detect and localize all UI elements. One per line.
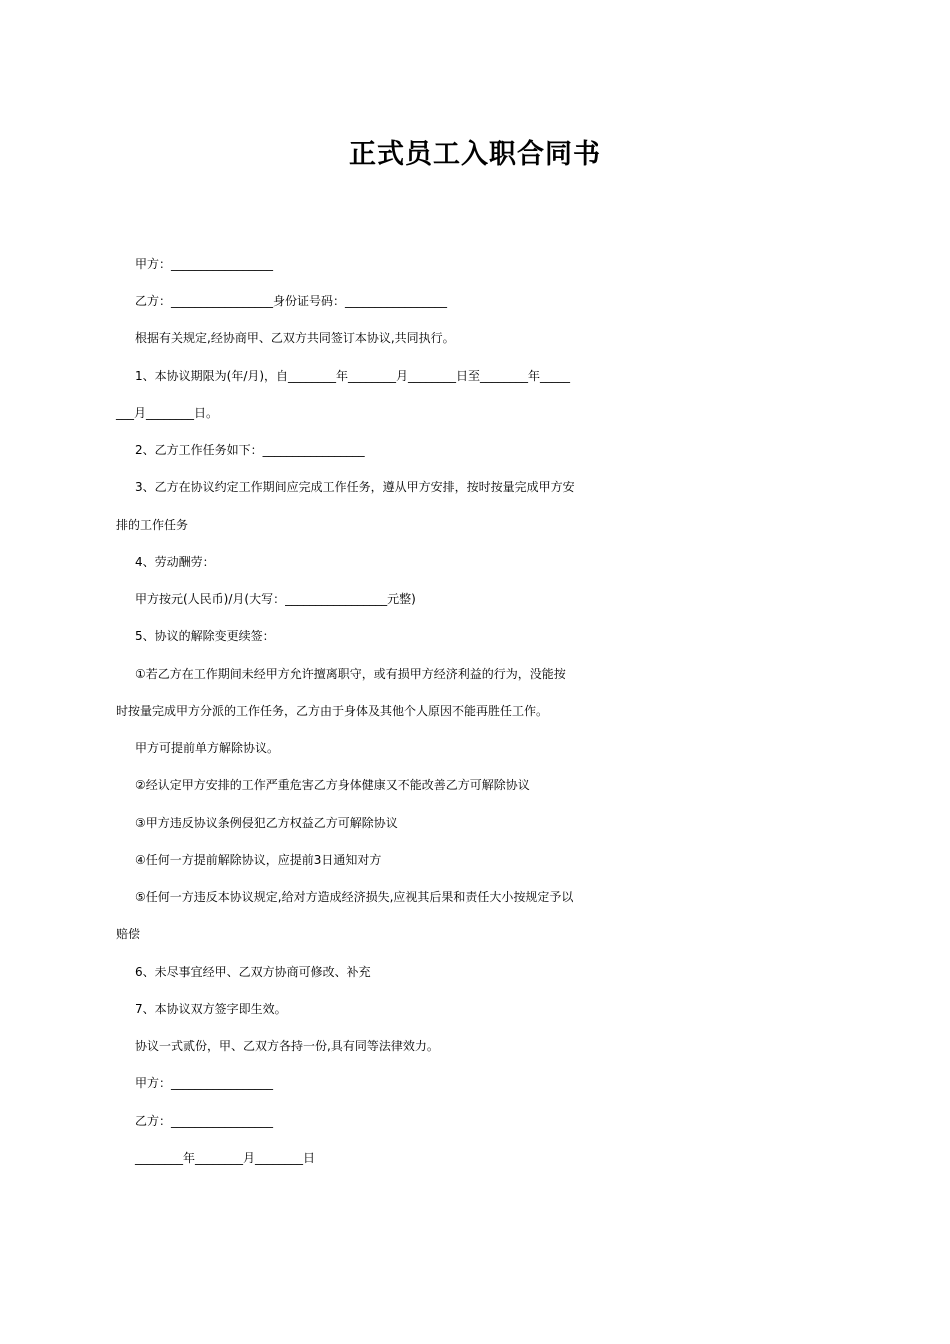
- clause-3-line: 3、乙方在协议约定工作期间应完成工作任务，遵从甲方安排，按时按量完成甲方安: [135, 480, 575, 494]
- clause-6-line: 6、未尽事宜经甲、乙双方协商可修改、补充: [135, 965, 371, 979]
- document-title: 正式员工入职合同书: [349, 139, 601, 170]
- clause-3-continued: 排的工作任务: [116, 518, 189, 532]
- clause-4-line: 4、劳动酬劳：: [135, 555, 215, 569]
- clause-5-item-1: ①若乙方在工作期间未经甲方允许擅离职守，或有损甲方经济利益的行为，没能按: [135, 667, 566, 681]
- clause-5-item-4: ④任何一方提前解除协议，应提前3日通知对方: [135, 853, 382, 867]
- party-b-line: 乙方：_________________身份证号码：_________________: [135, 294, 448, 308]
- party-a-line: 甲方：_________________: [135, 257, 274, 271]
- clause-5-line: 5、协议的解除变更续签：: [135, 629, 275, 643]
- signature-party-a: 甲方：_________________: [135, 1076, 274, 1090]
- clause-7-line: 7、本协议双方签字即生效。: [135, 1002, 287, 1016]
- clause-5-item-5: ⑤任何一方违反本协议规定,给对方造成经济损失,应视其后果和责任大小按规定予以: [135, 890, 574, 904]
- clause-1-line: 1、本协议期限为(年/月)，自________年________月________日至________年_____: [135, 369, 571, 383]
- clause-5-item-3: ③甲方违反协议条例侵犯乙方权益乙方可解除协议: [135, 816, 398, 830]
- copies-line: 协议一式贰份，甲、乙双方各持一份,具有同等法律效力。: [135, 1039, 439, 1053]
- signature-date: ________年________月________日: [135, 1151, 316, 1165]
- clause-5-item-2: ②经认定甲方安排的工作严重危害乙方身体健康又不能改善乙方可解除协议: [135, 778, 530, 792]
- clause-5-item-1-result: 甲方可提前单方解除协议。: [135, 741, 280, 755]
- clause-5-item-5-continued: 赔偿: [116, 927, 141, 941]
- signature-party-b: 乙方：_________________: [135, 1114, 274, 1128]
- salary-line: 甲方按元(人民币)/月(大写：_________________元整): [135, 592, 416, 606]
- clause-2-line: 2、乙方工作任务如下：_________________: [135, 443, 365, 457]
- clause-5-item-1-continued: 时按量完成甲方分派的工作任务，乙方由于身体及其他个人原因不能再胜任工作。: [116, 704, 549, 718]
- clause-1-continued: ___月________日。: [116, 406, 219, 420]
- preamble-line: 根据有关规定,经协商甲、乙双方共同签订本协议,共同执行。: [135, 331, 455, 345]
